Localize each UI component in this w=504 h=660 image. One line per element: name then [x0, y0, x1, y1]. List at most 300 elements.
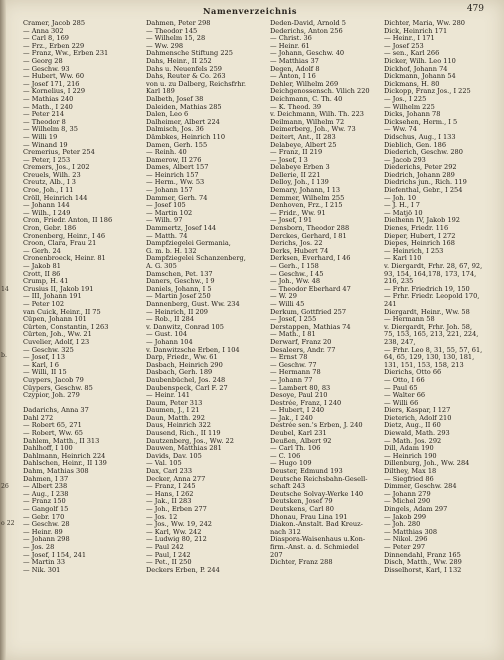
- index-entry: Dickmann, Johann 54: [384, 72, 456, 81]
- index-entry: — Johann 298: [23, 535, 70, 544]
- index-entry: Darp, Friedr., Ww. 61: [146, 353, 218, 362]
- index-entry: Damschen, Pet. 137: [146, 269, 213, 278]
- index-entry: — Jak., II 283: [146, 497, 192, 506]
- index-entry: — Gerh., I 158: [270, 262, 319, 270]
- index-column-3: [270, 20, 392, 567]
- index-entry: Deuster, Edmund 193: [270, 467, 343, 476]
- index-entry: — Wilhelm 15, 28: [146, 34, 206, 43]
- index-entry: Dalmisch, Jos. 36: [146, 125, 204, 134]
- index-entry: Dahmensche Stiftung 225: [146, 49, 233, 58]
- index-entry: Davids, Dav. 105: [146, 451, 202, 460]
- index-entry: — Robert 65, 271: [23, 421, 82, 430]
- index-entry: — Josef, I 3: [270, 155, 308, 164]
- index-entry: Dahmen, I 37: [23, 474, 69, 483]
- index-entry: Croe, Joh., I 11: [23, 186, 74, 195]
- book-binding-edge: [0, 0, 6, 660]
- index-entry: — Carl 8, 169: [23, 34, 69, 43]
- index-entry: — Wilhelm 8, 35: [23, 125, 78, 134]
- index-entry: Cuypers, Jacob 79: [23, 375, 84, 384]
- index-entry: — Theodor 145: [146, 26, 198, 35]
- index-entry: Dasbach, Gerh. 189: [146, 368, 213, 377]
- index-entry: — Hugo 109: [270, 459, 312, 468]
- index-entry: — Math., I 81: [270, 330, 316, 339]
- index-entry: Karl 189: [146, 87, 175, 96]
- index-entry: Cuvelier, Adolf, I 23: [23, 337, 90, 346]
- index-entry: Dienes, Friedr. 116: [384, 224, 449, 233]
- index-entry: Daumen, J., I 21: [146, 406, 200, 415]
- index-entry: von u. zu Dalberg, Reichsfrhr.: [146, 79, 246, 88]
- index-entry: Dimmer, Geschw. 284: [384, 482, 457, 491]
- index-entry: Daubenspeck, Carl F. 27: [146, 383, 228, 392]
- index-entry: Dammertz, Josef 144: [146, 224, 217, 233]
- index-entry: — Kornelius, I 229: [23, 87, 86, 96]
- index-entry: Denhoven, Frz., I 215: [270, 201, 343, 210]
- index-entry: 216, 235: [384, 277, 414, 286]
- index-entry: Dahm, Mathias 308: [23, 467, 89, 476]
- index-entry: — Martin Josef 250: [146, 292, 211, 301]
- index-entry: — Heinrich 190: [384, 451, 437, 460]
- index-entry: Dampfziegelei Schanzenberg,: [146, 254, 246, 263]
- index-entry: Diedrichs jun., Rich. 119: [384, 178, 467, 187]
- index-entry: Dhonau, Frau Lina 191: [270, 512, 348, 521]
- index-entry: Daus, Heinrich 322: [146, 421, 211, 430]
- index-entry: — Wilhelm 225: [384, 102, 435, 111]
- index-entry: Decker, Anna 277: [146, 474, 206, 483]
- index-entry: G. m. b. H. 132: [146, 246, 197, 255]
- index-entry: Deden-David, Arnold 5: [270, 20, 347, 27]
- index-entry: — Matth. 74: [146, 231, 188, 240]
- index-entry: Dieper, Hubert, I 272: [384, 231, 456, 240]
- margin-note: 26: [1, 483, 9, 490]
- index-entry: — Nik. 301: [23, 565, 61, 574]
- index-entry: — Matthias 37: [270, 56, 319, 65]
- index-entry: Damen, Gerh. 155: [146, 140, 208, 149]
- index-entry: Daleiden, Mathias 285: [146, 102, 222, 111]
- index-entry: — Mathias 240: [23, 94, 74, 103]
- index-entry: v. Deichmann, Wilh. Th. 223: [270, 110, 364, 119]
- index-entry: Deimerberg, Joh., Ww. 73: [270, 125, 356, 134]
- index-entry: Dick, Heinrich 171: [384, 26, 448, 35]
- index-column-4: [384, 20, 488, 574]
- index-entry: — Robert, Ww. 65: [23, 429, 83, 438]
- index-entry: Dahlmann, Heinrich 224: [23, 451, 106, 460]
- index-entry: — Gangolf 15: [23, 505, 69, 513]
- index-entry: Dannenberg, Gust. Ww. 234: [146, 299, 240, 308]
- index-entry: 93, 154, 164,178, 173, 174,: [384, 269, 477, 278]
- index-entry: — Herm., Ww. 53: [146, 178, 205, 187]
- margin-note: b.: [1, 352, 7, 359]
- index-entry: Dahlem, Matth., II 313: [23, 436, 100, 445]
- index-entry: Desoye, Paul 210: [270, 391, 328, 400]
- index-entry: Dadarichs, Anna 37: [23, 406, 89, 415]
- index-entry: Derksen, Everhard, I 46: [270, 254, 351, 263]
- index-entry: — Franz 150: [23, 497, 66, 506]
- index-entry: — Theodor 8: [23, 117, 66, 126]
- index-entry: Deutsken, Josef 79: [270, 497, 333, 506]
- index-entry: — Wilh. 97: [146, 216, 183, 225]
- index-entry: — Johann 279: [384, 489, 431, 498]
- index-entry: — Ww. 298: [146, 41, 184, 50]
- index-entry: Diederich, Geschw. 280: [384, 148, 463, 157]
- index-entry: — III, Johann 191: [23, 292, 82, 301]
- index-entry: Diergardt, Heinr., Ww. 58: [384, 307, 470, 316]
- index-entry: — Martin 33: [23, 558, 66, 567]
- index-entry: — Gust. 104: [146, 330, 188, 339]
- index-entry: Cürten, Constantin, I 263: [23, 322, 109, 331]
- index-entry: — C. 106: [270, 451, 301, 460]
- index-entry: Dammer, Gerh. 74: [146, 193, 208, 202]
- index-entry: v. Diergardt, Frhr. 28, 67, 92,: [384, 262, 483, 270]
- index-entry: — Johann 104: [146, 337, 193, 346]
- index-entry: 75, 153, 165, 213, 221, 224,: [384, 330, 479, 339]
- index-entry: — Frz., Erben 229: [23, 41, 85, 50]
- index-entry: Dalheimer, Albert 224: [146, 117, 220, 126]
- index-entry: Creutz, Alb., I 3: [23, 178, 76, 187]
- index-entry: Dieblich, Gen. 186: [384, 140, 447, 149]
- index-entry: Deichmann, C. Th. 40: [270, 94, 343, 103]
- index-entry: Dellerie, II 221: [270, 170, 321, 179]
- index-entry: Dahlhoff, I 100: [23, 444, 73, 453]
- index-entry: — K. Theod. 39: [270, 102, 322, 111]
- index-column-2: [146, 20, 268, 574]
- index-entry: — Walter 66: [384, 391, 426, 400]
- page-header-title: Namenverzeichnis: [202, 6, 298, 16]
- index-entry: Dickopp, Franz Jos., I 225: [384, 87, 471, 96]
- index-entry: Dichter, Franz 288: [270, 558, 333, 567]
- index-entry: Crott, II 86: [23, 269, 61, 278]
- index-entry: Dehler, Wilhelm 269: [270, 79, 339, 88]
- index-entry: Deckers Erben, P. 244: [146, 565, 220, 574]
- index-entry: — Winand 19: [23, 140, 68, 149]
- index-entry: — Frhr. Friedrich 19, 150: [384, 284, 470, 293]
- index-entry: — Jos., Ww. 19, 242: [146, 520, 212, 529]
- index-entry: — Willi 66: [384, 398, 419, 407]
- index-entry: — Peter 297: [384, 542, 426, 551]
- index-entry: Cürten, Joh., Ww. 21: [23, 330, 92, 339]
- index-entry: — Karl 110: [384, 254, 422, 263]
- index-entry: Derkum, Gottfried 257: [270, 307, 347, 316]
- index-entry: Desaleers, Andr. 77: [270, 345, 336, 354]
- index-entry: schaft 243: [270, 482, 306, 491]
- index-entry: — Hans, I 262: [146, 489, 194, 498]
- index-entry: Cramer, Jacob 285: [23, 20, 86, 27]
- index-entry: — Franz, Ww., Erben 231: [23, 49, 109, 58]
- index-entry: — Franz, I 245: [146, 482, 196, 491]
- index-entry: — Josef, I 13: [23, 353, 66, 362]
- index-entry: Dahmen, Peter 298: [146, 20, 211, 27]
- index-entry: — Fridr., Ww. 91: [270, 208, 326, 217]
- index-entry: Crump, H. 41: [23, 277, 69, 286]
- index-entry: v. Danwitzsche Erben, I 104: [146, 345, 240, 354]
- index-entry: Deilmann, Wilhelm 72: [270, 117, 345, 126]
- index-entry: Czypior, Joh. 279: [23, 391, 80, 400]
- index-entry: Dillenburg, Joh., Ww. 284: [384, 459, 470, 468]
- index-entry: Diakon.-Anstalt. Bad Kreuz-: [270, 520, 363, 529]
- index-entry: — Hubert, I 240: [270, 406, 325, 415]
- index-entry: — Frhr. Friedr. Leopold 170,: [384, 292, 480, 301]
- index-entry: v. Diergardt, Frhr. Joh. 58,: [384, 322, 473, 331]
- index-entry: Daum, Peter 313: [146, 398, 203, 407]
- index-entry: Dicksehen, Herm., I 5: [384, 117, 458, 126]
- index-entry: — Willi, II 15: [23, 368, 67, 377]
- index-entry: — Karl, I 6: [23, 360, 59, 369]
- index-entry: Daners, Geschw., I 9: [146, 277, 215, 286]
- index-entry: Deitert, Ant., II 283: [270, 132, 336, 141]
- index-entry: — Math., I 240: [23, 102, 73, 111]
- index-entry: Destrée sen.'s Erben, J. 240: [270, 421, 363, 430]
- index-entry: — Johann 77: [270, 375, 313, 384]
- index-entry: — Gerh. 24: [23, 246, 61, 255]
- margin-note: o 22: [1, 520, 15, 527]
- index-entry: — sen., Karl 266: [384, 49, 440, 58]
- index-entry: Cüpen, Johann 101: [23, 315, 87, 324]
- index-entry: — Matjö 10: [384, 208, 423, 217]
- index-entry: Derckes, Gerhard, I 81: [270, 231, 347, 240]
- index-entry: — Paul 65: [384, 383, 418, 392]
- index-entry: Diefenthal, Gebr., I 254: [384, 186, 463, 195]
- index-entry: — Ww. 74: [384, 125, 417, 134]
- index-entry: Dicks, Johann 78: [384, 110, 441, 119]
- index-entry: — W. 29: [270, 292, 297, 301]
- index-entry: — Christ. 36: [270, 34, 312, 43]
- index-entry: — Peter 214: [23, 110, 65, 119]
- index-entry: Cröll, Heinrich 144: [23, 193, 88, 202]
- index-entry: Cronenbroeck, Heinr. 81: [23, 254, 106, 263]
- index-entry: — Karl, Ww. 242: [146, 527, 202, 536]
- index-entry: Dicker, Wilh. Leo 110: [384, 56, 456, 65]
- index-entry: — Joh. 10: [384, 193, 417, 202]
- index-entry: Damerow, II 276: [146, 155, 202, 164]
- index-entry: — Josef 171, 216: [23, 79, 80, 88]
- index-entry: Destrée, Franz, I 240: [270, 398, 342, 407]
- index-entry: — Jos., I 225: [384, 94, 427, 103]
- index-entry: — Anna 302: [23, 26, 64, 35]
- index-entry: Dalen, Leo 6: [146, 110, 189, 119]
- index-entry: Dämbkes, Heinrich 110: [146, 132, 226, 141]
- index-entry: — Geschw. 28: [23, 520, 70, 529]
- index-entry: Degen, Adolf 8: [270, 64, 320, 73]
- index-entry: — Rob., II 284: [146, 315, 195, 324]
- index-entry: Dahl 272: [23, 413, 54, 422]
- index-entry: Dichter, Maria, Ww. 280: [384, 20, 465, 27]
- index-entry: — Heinr. 89: [23, 527, 63, 536]
- index-entry: — Carl Th. 106: [270, 444, 321, 453]
- index-entry: — Josef 105: [146, 201, 186, 210]
- index-entry: — Josef, I 91: [270, 216, 313, 225]
- index-entry: A. G. 305: [146, 262, 177, 270]
- index-entry: Daniels, Johann, I 5: [146, 284, 212, 293]
- index-entry: — Johann 157: [146, 186, 193, 195]
- index-entry: — Peter, I 253: [23, 155, 71, 164]
- index-entry: Diers, Kaspar, I 127: [384, 406, 451, 415]
- index-entry: Disch, Matth., Ww. 289: [384, 558, 462, 567]
- index-entry: — Geschw., I 45: [270, 269, 324, 278]
- margin-note: 14: [1, 286, 9, 293]
- index-entry: Dahs u. Neuenfels 259: [146, 64, 222, 73]
- index-entry: — Josef, I 255: [270, 315, 317, 324]
- index-entry: Dierichs, Otto 66: [384, 368, 442, 377]
- index-entry: Derwarf, Franz 20: [270, 337, 332, 346]
- index-entry: Dausend, Rich., II 119: [146, 429, 221, 438]
- index-entry: Creuels, Wilh. 23: [23, 170, 81, 179]
- index-entry: — Ludwig 80, 212: [146, 535, 207, 544]
- index-entry: Deutskens, Carl 80: [270, 505, 334, 513]
- index-entry: — Otto, I 66: [384, 375, 425, 384]
- index-entry: — Paul, I 242: [146, 550, 191, 559]
- index-entry: — Johann, Geschw. 40: [270, 49, 345, 58]
- index-entry: — Heinrich, II 209: [146, 307, 208, 316]
- index-entry: — Math. Jos. 292: [384, 436, 442, 445]
- index-entry: Densborn, Theodor 288: [270, 224, 350, 233]
- index-entry: van Cuick, Heinr., II 75: [23, 307, 101, 316]
- index-entry: Dames, Albert 157: [146, 163, 209, 172]
- index-entry: Dautzenberg, Jos., Ww. 22: [146, 436, 234, 445]
- index-column-1: [23, 20, 145, 574]
- index-entry: — Paul 242: [146, 542, 184, 551]
- index-entry: — Anton, I 16: [270, 72, 316, 81]
- index-entry: — Heinrich, I 253: [384, 246, 444, 255]
- index-entry: Cüypers, Geschw. 85: [23, 383, 93, 392]
- index-entry: Derstappen, Mathias 74: [270, 322, 351, 331]
- index-entry: Demary, Johann, I 13: [270, 186, 341, 195]
- index-entry: Dederichs, Anton 256: [270, 26, 343, 35]
- index-entry: Diewald, Math. 293: [384, 429, 450, 438]
- index-entry: 207: [270, 550, 283, 559]
- index-entry: — Joh., Ww. 48: [270, 277, 321, 286]
- index-entry: Cronenberg, Heinr., I 46: [23, 231, 106, 240]
- index-entry: Daun, Matth. 292: [146, 413, 205, 422]
- index-entry: — Hermann 58: [384, 315, 435, 324]
- index-entry: — Heinr., I 171: [384, 34, 435, 43]
- index-entry: 241: [384, 299, 397, 308]
- index-entry: Diederichs, Peter 292: [384, 163, 457, 172]
- index-entry: v. Danwitz, Conrad 105: [146, 322, 224, 331]
- index-entry: Diaspora-Waisenhaus u.Kon-: [270, 535, 366, 544]
- index-entry: — Heinrich 157: [146, 170, 199, 179]
- index-entry: Cremerius, Peter 254: [23, 148, 95, 157]
- index-entry: — Michel 290: [384, 497, 431, 506]
- index-entry: — Josef 253: [384, 41, 424, 50]
- index-entry: Dickmans, H. 80: [384, 79, 440, 88]
- index-entry: Dietz, Aug., II 60: [384, 421, 441, 430]
- index-entry: — Heinr. 141: [146, 391, 190, 400]
- index-entry: — Jacob 293: [384, 155, 426, 164]
- index-entry: Diedrich, Johann 289: [384, 170, 455, 179]
- index-entry: — Georg 28: [23, 56, 63, 65]
- index-entry: Deutsche Reichsbahn-Gesell-: [270, 474, 368, 483]
- index-entry: — J. H., I 7: [384, 201, 420, 210]
- index-entry: — Willi 19: [23, 132, 58, 141]
- index-entry: Dampfziegelei Germania,: [146, 239, 231, 248]
- index-entry: Dingels, Adam 297: [384, 505, 448, 513]
- index-entry: Dahs, Reuter & Co. 263: [146, 72, 226, 81]
- index-entry: Derks, Hubert 74: [270, 246, 329, 255]
- index-entry: — Johann 144: [23, 201, 70, 210]
- index-entry: Cremers, Jos., I 202: [23, 163, 90, 172]
- index-entry: Cron, Gebr. 186: [23, 224, 77, 233]
- index-entry: — Lambert 80, 83: [270, 383, 331, 392]
- index-entry: — Theodor Eberhard 47: [270, 284, 351, 293]
- index-entry: — Nikol. 296: [384, 535, 428, 544]
- index-entry: — Geschw. 77: [270, 360, 317, 369]
- index-entry: — Pet., II 250: [146, 558, 192, 567]
- index-entry: 64, 65, 129, 130, 130, 181,: [384, 353, 475, 362]
- index-entry: Deußen, Albert 92: [270, 436, 332, 445]
- index-entry: — Josef, I 154, 241: [23, 550, 87, 559]
- index-entry: Dielhenn IV, Jakob 192: [384, 216, 460, 225]
- index-entry: — Franz, II 219: [270, 148, 323, 157]
- index-entry: Cron, Friedr. Anton, II 186: [23, 216, 113, 225]
- index-entry: — Hermann 78: [270, 368, 321, 377]
- index-entry: — Joh. 280: [384, 520, 421, 529]
- index-entry: — Siegfried 86: [384, 474, 434, 483]
- index-entry: — Matthias 308: [384, 527, 438, 536]
- index-entry: Dieterich, Adolf 210: [384, 413, 452, 422]
- index-entry: Deichgenossensch. Vilich 220: [270, 87, 370, 96]
- index-entry: Dalbeth, Josef 38: [146, 94, 204, 103]
- index-entry: Dax, Carl 233: [146, 467, 193, 476]
- index-entry: — Jos. 12: [146, 512, 178, 521]
- index-entry: — Hubert, Ww. 60: [23, 72, 85, 81]
- index-entry: Dill, Adam 190: [384, 444, 434, 453]
- index-entry: Demmer, Wilhelm 255: [270, 193, 345, 202]
- index-entry: Dauwen, Matthias 281: [146, 444, 222, 453]
- index-entry: — Frhr. Leo 8, 31, 55, 57, 61,: [384, 345, 483, 354]
- index-entry: Deutsche Solvay-Werke 140: [270, 489, 364, 498]
- index-entry: Daubenbüchel, Jos. 248: [146, 375, 226, 384]
- index-entry: — Albert 238: [23, 482, 68, 491]
- index-entry: firm.-Anst. a. d. Schmiedel: [270, 542, 359, 551]
- index-entry: Delabeye Erben 3: [270, 163, 330, 172]
- index-entry: — Heinr. 61: [270, 41, 310, 50]
- index-entry: — Geschw. 93: [23, 64, 70, 73]
- index-entry: — Joh., Erben 277: [146, 505, 207, 513]
- index-entry: — Ernst 78: [270, 353, 308, 362]
- index-entry: — Jos. 28: [23, 542, 55, 551]
- index-entry: Dinnendahl, Franz 165: [384, 550, 461, 559]
- index-entry: — Jak., I 240: [270, 413, 313, 422]
- index-entry: — Willi 45: [270, 299, 305, 308]
- index-entry: — Aug., I 238: [23, 489, 69, 498]
- index-entry: — Peter 102: [23, 299, 65, 308]
- index-entry: Derichs, Jos. 22: [270, 239, 323, 248]
- index-entry: Dasbach, Heinrich 290: [146, 360, 223, 369]
- index-entry: — Val. 105: [146, 459, 182, 468]
- index-entry: 131, 151, 153, 158, 213: [384, 360, 464, 369]
- index-entry: — Jakob 81: [23, 262, 61, 270]
- index-entry: — Geschw. 325: [23, 345, 74, 354]
- index-entry: — Jakob 299: [384, 512, 427, 521]
- index-entry: Dickhof, Johann 74: [384, 64, 448, 73]
- index-entry: 238, 247,: [384, 337, 416, 346]
- index-entry: Croon, Clara, Frau 21: [23, 239, 97, 248]
- index-entry: Diepes, Heinrich 168: [384, 239, 455, 248]
- index-entry: nach 312: [270, 527, 301, 536]
- index-entry: Dilthey, Max 18: [384, 467, 437, 476]
- index-entry: Didschus, Aug., I 133: [384, 132, 456, 141]
- index-entry: Dahs, Heinr., II 252: [146, 56, 212, 65]
- index-entry: Delabeye, Albert 25: [270, 140, 337, 149]
- index-entry: — Wilh., I 249: [23, 208, 71, 217]
- index-entry: — Reinh. 40: [146, 148, 187, 157]
- index-entry: Delloy, Joh., I 139: [270, 178, 329, 187]
- page-number: 479: [466, 4, 484, 14]
- index-entry: Dahlschen, Heinr., II 139: [23, 459, 107, 468]
- index-entry: Disselhorst, Karl, I 132: [384, 565, 462, 574]
- index-entry: — Gebr. 170: [23, 512, 65, 521]
- index-entry: Deubel, Karl 231: [270, 429, 327, 438]
- index-entry: — Martin 102: [146, 208, 193, 217]
